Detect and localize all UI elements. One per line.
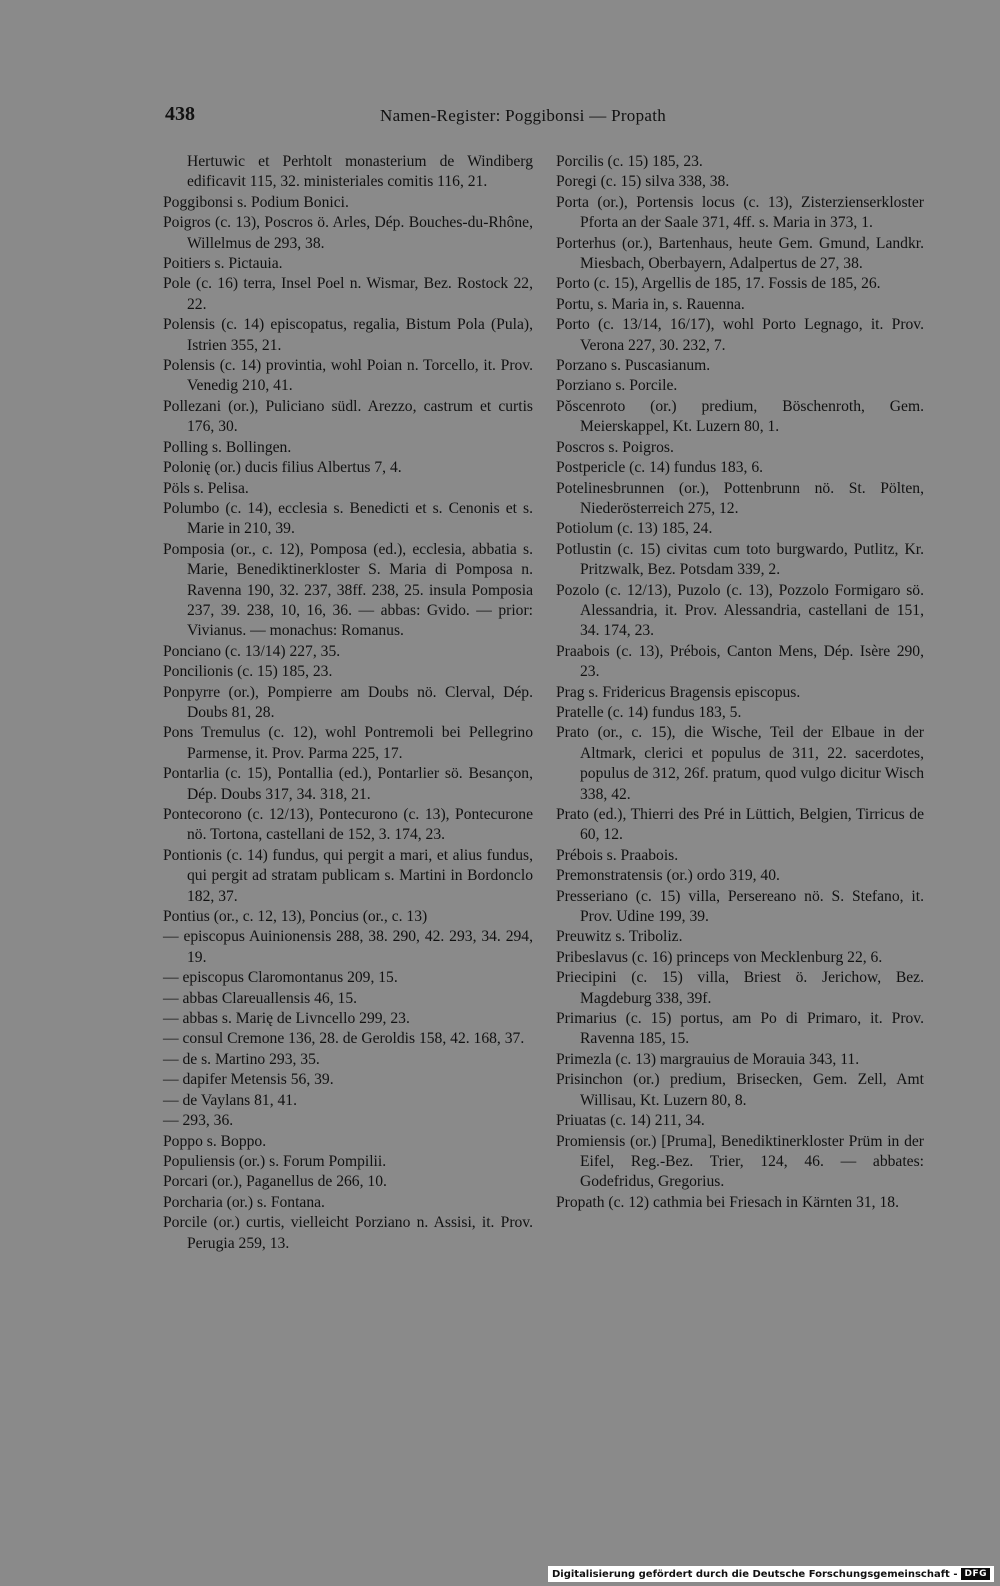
index-entry: Hertuwic et Perhtolt monasterium de Windiberg edificavit 115, 32. ministeriales comitis 116, 21. bbox=[187, 153, 533, 191]
index-entry: Promiensis (or.) [Pruma], Benediktinerkloster Prüm in der Eifel, Reg.-Bez. Trier, 124, 46. — abbates: Godefridus, Gregorius. bbox=[556, 1132, 924, 1191]
index-entry: Postpericle (c. 14) fundus 183, 6. bbox=[556, 459, 764, 477]
index-entry: Polensis (c. 14) provintia, wohl Poian n. Torcello, it. Prov. Venedig 210, 41. bbox=[163, 357, 533, 395]
index-entry: Porcari (or.), Paganellus de 266, 10. bbox=[163, 1173, 387, 1191]
index-entry: — 293, 36. bbox=[163, 1112, 234, 1130]
right-column bbox=[556, 152, 924, 1213]
index-entry: — abbas s. Marię de Livncello 299, 23. bbox=[163, 1010, 410, 1028]
index-entry: Poncilionis (c. 15) 185, 23. bbox=[163, 663, 333, 681]
index-entry: Poggibonsi s. Podium Bonici. bbox=[163, 193, 349, 211]
index-entry: Porzano s. Puscasianum. bbox=[556, 357, 711, 375]
digitization-credit bbox=[548, 1566, 994, 1582]
index-entry: Porterhus (or.), Bartenhaus, heute Gem. Gmund, Landkr. Miesbach, Oberbayern, Adalpertus de 27, 38. bbox=[556, 234, 924, 273]
index-entry: Prag s. Fridericus Bragensis episcopus. bbox=[556, 683, 801, 701]
dfg-logo-icon: DFG bbox=[961, 1568, 990, 1580]
index-entry: Poitiers s. Pictauia. bbox=[163, 255, 283, 273]
index-entry: Polonię (or.) ducis filius Albertus 7, 4. bbox=[163, 459, 402, 477]
index-entry: Pontarlia (c. 15), Pontallia (ed.), Pontarlier sö. Besançon, Dép. Doubs 317, 34. 318, 21. bbox=[163, 765, 533, 803]
index-entry: Porto (c. 15), Argellis de 185, 17. Fossis de 185, 26. bbox=[556, 275, 881, 293]
index-entry: Pole (c. 16) terra, Insel Poel n. Wismar, Bez. Rostock 22, 22. bbox=[163, 275, 533, 313]
index-entry: Presseriano (c. 15) villa, Persereano nö. S. Stefano, it. Prov. Udine 199, 39. bbox=[556, 887, 924, 926]
index-entry: Polumbo (c. 14), ecclesia s. Benedicti et s. Cenonis et s. Marie in 210, 39. bbox=[163, 499, 533, 538]
index-entry: Porta (or.), Portensis locus (c. 13), Zisterzienserkloster Pforta an der Saale 371, 4ff. s. Maria in 373, 1. bbox=[556, 193, 924, 232]
index-entry: Pontecorono (c. 12/13), Pontecurono (c. 13), Pontecurone nö. Tortona, castellani de 152, 3. 174, 23. bbox=[163, 806, 533, 844]
running-head: Namen-Register: Poggibonsi — Propath bbox=[380, 106, 667, 125]
index-entry: Prato (ed.), Thierri des Pré in Lüttich, Belgien, Tirricus de 60, 12. bbox=[556, 806, 924, 844]
index-entry: Prisinchon (or.) predium, Brisecken, Gem. Zell, Amt Willisau, Kt. Luzern 80, 8. bbox=[556, 1071, 924, 1109]
index-entry: — abbas Clareuallensis 46, 15. bbox=[163, 989, 358, 1007]
index-entry: — de Vaylans 81, 41. bbox=[163, 1091, 297, 1109]
index-entry: — de s. Martino 293, 35. bbox=[163, 1050, 320, 1068]
index-entry: — episcopus Claromontanus 209, 15. bbox=[163, 969, 398, 987]
index-entry: Propath (c. 12) cathmia bei Friesach in Kärnten 31, 18. bbox=[556, 1193, 899, 1211]
index-entry: Porto (c. 13/14, 16/17), wohl Porto Legnago, it. Prov. Verona 227, 30. 232, 7. bbox=[556, 316, 924, 354]
index-entry: Potelinesbrunnen (or.), Pottenbrunn nö. St. Pölten, Niederösterreich 275, 12. bbox=[556, 479, 924, 517]
index-entry: Priuatas (c. 14) 211, 34. bbox=[556, 1112, 705, 1130]
index-entry: Pollezani (or.), Puliciano südl. Arezzo, castrum et curtis 176, 30. bbox=[163, 397, 533, 436]
index-entry: Pons Tremulus (c. 12), wohl Pontremoli bei Pellegrino Parmense, it. Prov. Parma 225, 17. bbox=[163, 724, 533, 762]
index-entry: Primarius (c. 15) portus, am Po di Primaro, it. Prov. Ravenna 185, 15. bbox=[556, 1010, 924, 1048]
index-entry: Pratelle (c. 14) fundus 183, 5. bbox=[556, 703, 742, 721]
index-entry: Pontius (or., c. 12, 13), Poncius (or., c. 13) bbox=[163, 908, 428, 926]
index-entry: Prébois s. Praabois. bbox=[556, 846, 679, 864]
left-column bbox=[163, 152, 533, 1254]
index-entry: Pribeslavus (c. 16) princeps von Mecklenburg 22, 6. bbox=[556, 948, 883, 966]
index-entry: Priecipini (c. 15) villa, Briest ö. Jerichow, Bez. Magdeburg 338, 39f. bbox=[556, 969, 924, 1007]
index-entry: Praabois (c. 13), Prébois, Canton Mens, Dép. Isère 290, 23. bbox=[556, 642, 924, 681]
index-entry: — episcopus Auinionensis 288, 38. 290, 42. 293, 34. 294, 19. bbox=[163, 928, 533, 966]
index-entry: Porcilis (c. 15) 185, 23. bbox=[556, 153, 703, 170]
index-entry: Pŏscenroto (or.) predium, Böschenroth, Gem. Meierskappel, Kt. Luzern 80, 1. bbox=[556, 397, 924, 436]
index-entry: Pontionis (c. 14) fundus, qui pergit a mari, et alius fundus, qui pergit ad stratam publicam s. Martini in Bordonclo 182, 37. bbox=[163, 846, 533, 905]
index-entry: Premonstratensis (or.) ordo 319, 40. bbox=[556, 867, 780, 885]
credit-text: Digitalisierung gefördert durch die Deutsche Forschungsgemeinschaft - bbox=[551, 1568, 958, 1580]
index-entry: Portu, s. Maria in, s. Rauenna. bbox=[556, 295, 745, 313]
index-entry: Porcile (or.) curtis, vielleicht Porziano n. Assisi, it. Prov. Perugia 259, 13. bbox=[163, 1214, 533, 1252]
index-entry: — consul Cremone 136, 28. de Geroldis 158, 42. 168, 37. bbox=[163, 1030, 525, 1048]
index-entry: Pöls s. Pelisa. bbox=[163, 479, 249, 497]
index-entry: Polling s. Bollingen. bbox=[163, 438, 292, 456]
index-entry: Poigros (c. 13), Poscros ö. Arles, Dép. Bouches-du-Rhône, Willelmus de 293, 38. bbox=[163, 214, 533, 252]
index-entry: Ponciano (c. 13/14) 227, 35. bbox=[163, 642, 341, 660]
index-entry: Potiolum (c. 13) 185, 24. bbox=[556, 520, 713, 538]
index-entry: Preuwitz s. Triboliz. bbox=[556, 928, 683, 946]
index-entry: Populiensis (or.) s. Forum Pompilii. bbox=[163, 1152, 387, 1170]
index-entry: Ponpyrre (or.), Pompierre am Doubs nö. Clerval, Dép. Doubs 81, 28. bbox=[163, 683, 533, 721]
index-entry: Prato (or., c. 15), die Wische, Teil der Elbaue in der Altmark, clerici et populus de 311, 22. sacerdotes, populus de 312, 26f. pratum, quod vulgo dicitur Wisch 338, 42. bbox=[556, 724, 924, 803]
index-entry: Poscros s. Poigros. bbox=[556, 438, 674, 456]
index-entry: Potlustin (c. 15) civitas cum toto burgwardo, Putlitz, Kr. Pritzwalk, Bez. Potsdam 339, 2. bbox=[556, 540, 924, 579]
index-entry: Porziano s. Porcile. bbox=[556, 377, 678, 395]
page-number: 438 bbox=[165, 103, 195, 125]
index-entry: Polensis (c. 14) episcopatus, regalia, Bistum Pola (Pula), Istrien 355, 21. bbox=[163, 316, 533, 354]
index-entry: Primezla (c. 13) margrauius de Morauia 343, 11. bbox=[556, 1050, 860, 1068]
index-entry: Poregi (c. 15) silva 338, 38. bbox=[556, 173, 730, 191]
index-entry: Porcharia (or.) s. Fontana. bbox=[163, 1193, 325, 1211]
index-entry: Pozolo (c. 12/13), Puzolo (c. 13), Pozzolo Formigaro sö. Alessandria, it. Prov. Alessandria, castellani de 151, 34. 174, 23. bbox=[556, 581, 924, 640]
index-entry: Pomposia (or., c. 12), Pomposa (ed.), ecclesia, abbatia s. Marie, Benediktinerkloster S. Maria di Pomposa n. Ravenna 190, 32. 237, 38ff. 238, 25. insula Pomposia 237, 39. 238, 10, 16, 36. — abbas: Gvido. — prior: Vivianus. — monachus: Romanus. bbox=[163, 540, 533, 640]
index-entry: Poppo s. Boppo. bbox=[163, 1132, 267, 1150]
index-entry: — dapifer Metensis 56, 39. bbox=[163, 1071, 334, 1089]
